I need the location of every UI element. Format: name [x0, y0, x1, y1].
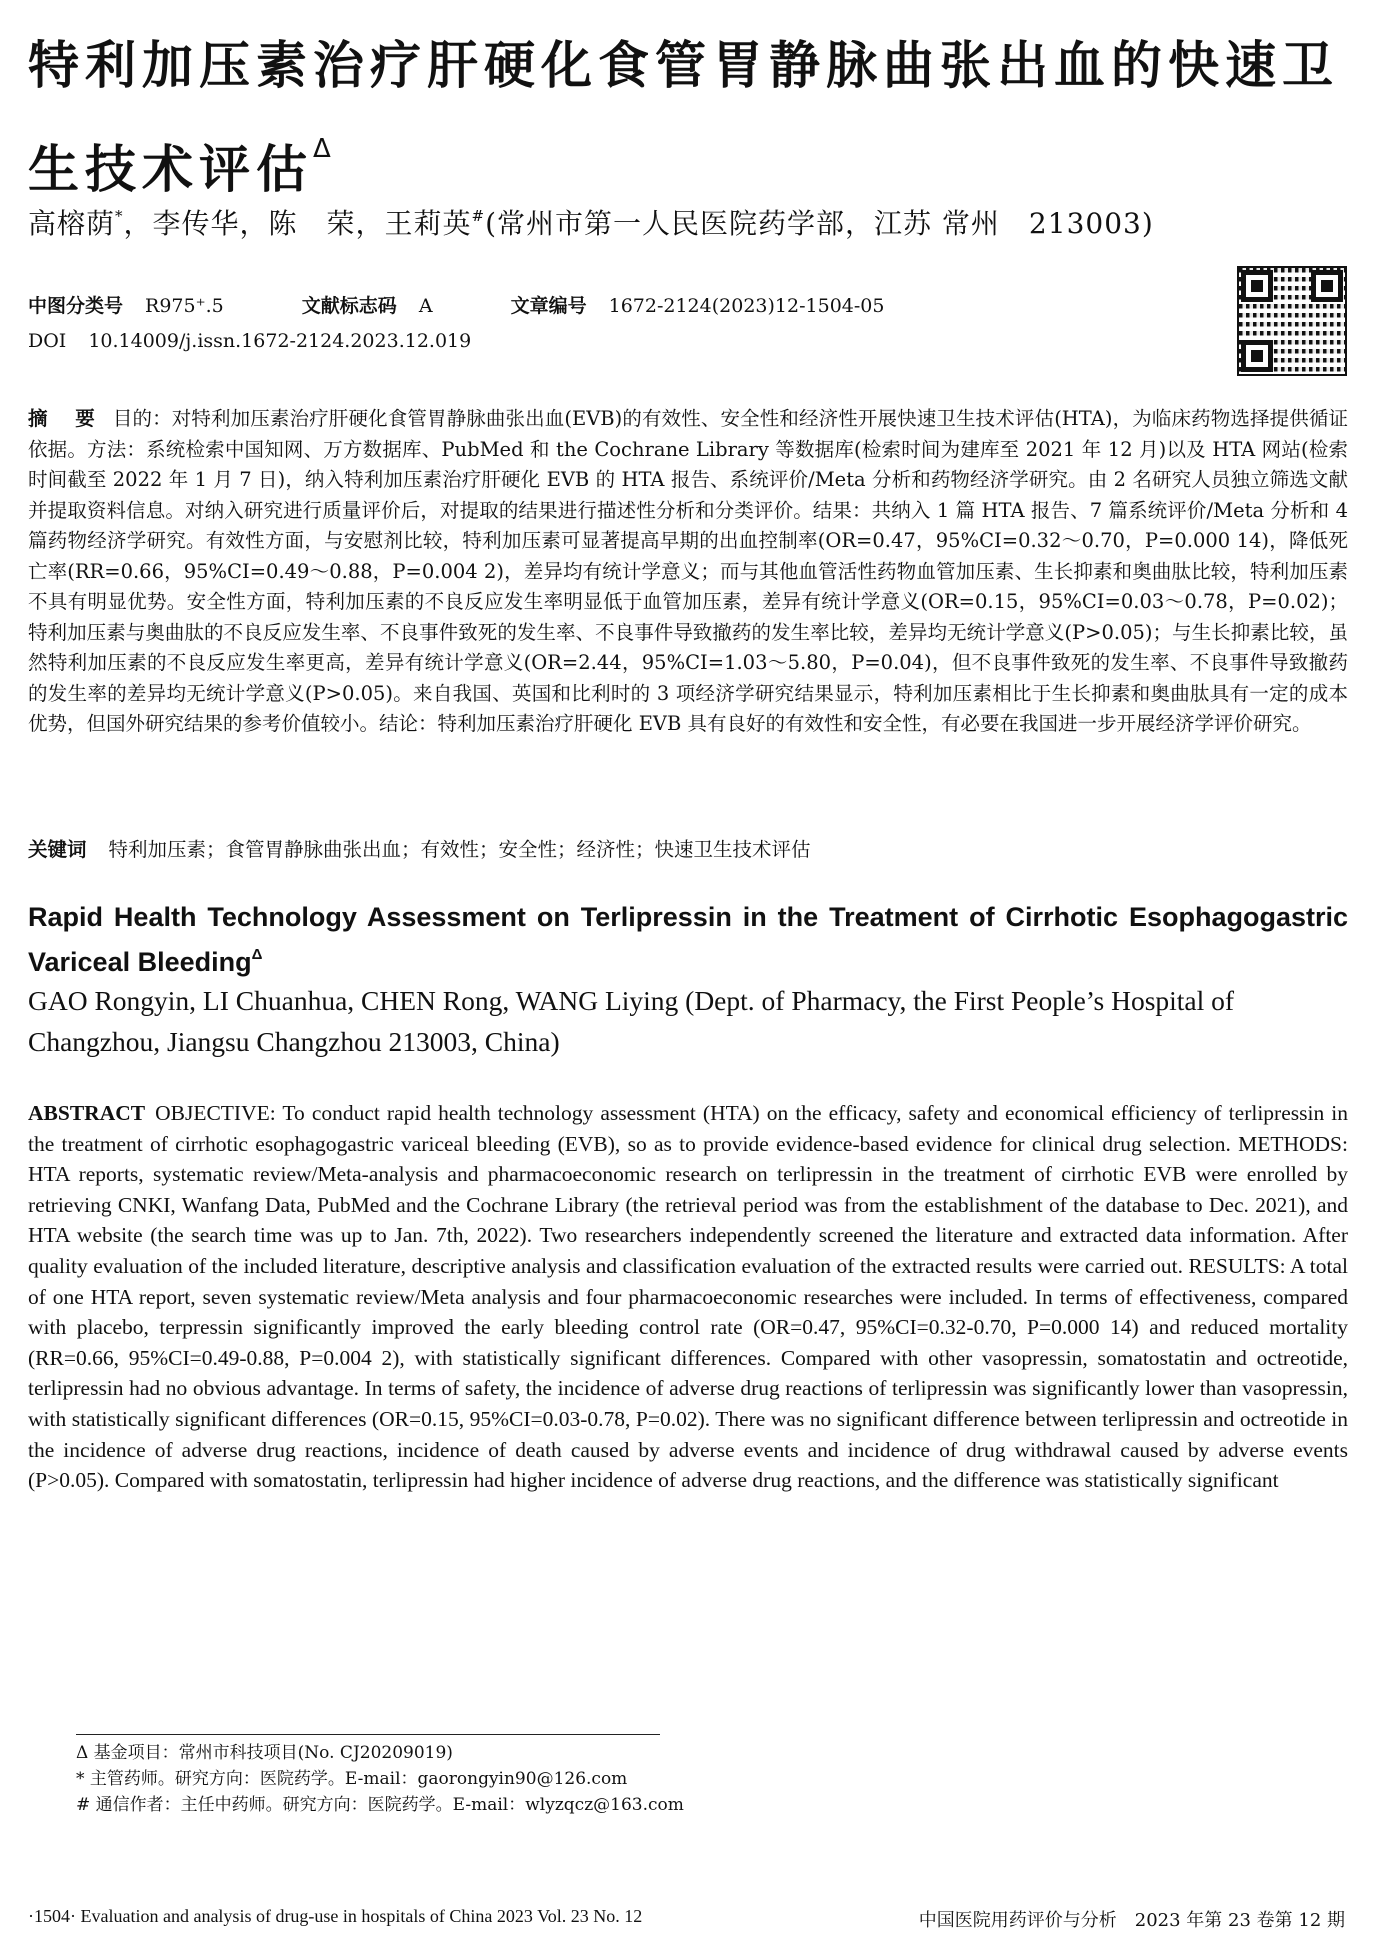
article-no-label: 文章编号 [510, 295, 587, 317]
keywords-cn-label: 关键词 [28, 838, 87, 861]
title-cn-fund-mark: Δ [313, 134, 331, 164]
page-footer-right: 中国医院用药评价与分析 2023 年第 23 卷第 12 期 [918, 1910, 1345, 1931]
abstract-cn [28, 404, 1348, 740]
footnote-fund: Δ 基金项目：常州市科技项目(No. CJ20209019) [76, 1743, 453, 1763]
doi-value: 10.14009/j.issn.1672-2124.2023.12.019 [88, 330, 472, 352]
footnote-corresponding-author: # 通信作者：主任中药师。研究方向：医院药学。E-mail：wlyzqcz@163.com [76, 1795, 684, 1815]
author-first-mark: * [115, 207, 124, 225]
page-footer-left: ·1504· Evaluation and analysis of drug-use in hospitals of China 2023 Vol. 23 No. 12 [28, 1906, 643, 1926]
qr-code [1237, 266, 1347, 376]
article-title-cn [28, 26, 1348, 212]
authors-rest: ，李传华，陈 荣，王莉英 [123, 207, 472, 240]
authors-en: GAO Rongyin, LI Chuanhua, CHEN Rong, WANG Liying (Dept. of Pharmacy, the First People’s Hospital of Changzhou, Jiangsu Changzhou 213003, China) [28, 985, 1235, 1057]
affiliation-cn: (常州市第一人民医院药学部，江苏 常州 213003) [485, 207, 1154, 240]
keywords-cn-text: 特利加压素；食管胃静脉曲张出血；有效性；安全性；经济性；快速卫生技术评估 [108, 838, 811, 861]
abstract-cn-text: 目的：对特利加压素治疗肝硬化食管胃静脉曲张出血(EVB)的有效性、安全性和经济性开展快速卫生技术评估(HTA)，为临床药物选择提供循证依据。方法：系统检索中国知网、万方数据库、PubMed 和 the Cochrane Library 等数据库(检索时间为建库至 2021 年 12 月)以及 HTA 网站(检索时间截至 2022 年 1 月 7 日)，纳入特利加压素治疗肝硬化 EVB 的 HTA 报告、系统评价/Meta 分析和药物经济学研究。由 2 名研究人员独立筛选文献并提取资料信息。对纳入研究进行质量评价后，对提取的结果进行描述性分析和分类评价。结果：共纳入 1 篇 HTA 报告、7 篇系统评价/Meta 分析和 4 篇药物经济学研究。有效性方面，与安慰剂比较，特利加压素可显著提高早期的出血控制率(OR=0.47，95%CI=0.32～0.70，P=0.000 14)，降低死亡率(RR=0.66，95%CI=0.49～0.88，P=0.004 2)，差异均有统计学意义；而与其他血管活性药物血管加压素、生长抑素和奥曲肽比较，特利加压素不具有明显优势。安全性方面，特利加压素的不良反应发生率明显低于血管加压素，差异有统计学意义(OR=0.15，95%CI=0.03～0.78，P=0.02)；特利加压素与奥曲肽的不良反应发生率、不良事件致死的发生率、不良事件导致撤药的发生率比较，差异均无统计学意义(P>0.05)；与生长抑素比较，虽然特利加压素的不良反应发生率更高，差异有统计学意义(OR=2.44，95%CI=1.03～5.80，P=0.04)，但不良事件致死的发生率、不良事件导致撤药的发生率的差异均无统计学意义(P>0.05)。来自我国、英国和比利时的 3 项经济学研究结果显示，特利加压素相比于生长抑素和奥曲肽具有一定的成本优势，但国外研究结果的参考价值较小。结论：特利加压素治疗肝硬化 EVB 具有良好的有效性和安全性，有必要在我国进一步开展经济学评价研究。 [28, 407, 1348, 735]
doc-code-value: A [418, 295, 433, 317]
article-no-value: 1672-2124(2023)12-1504-05 [608, 295, 885, 317]
abstract-en-text: OBJECTIVE: To conduct rapid health technology assessment (HTA) on the efficacy, safety and economical efficiency of terlipressin in the treatment of cirrhotic esophagogastric variceal bleeding (EVB), so as to provide evidence-based evidence for clinical drug selection. METHODS: HTA reports, systematic review/Meta-analysis and pharmacoeconomic research on terlipressin in the treatment of cirrhotic EVB were enrolled by retrieving CNKI, Wanfang Data, PubMed and the Cochrane Library (the retrieval period was from the establishment of the database to Dec. 2021), and HTA website (the search time was up to Jan. 7th, 2022). Two researchers independently screened the literature and extracted data information. After quality evaluation of the included literature, descriptive analysis and classification evaluation of the extracted results were carried out. RESULTS: A total of one HTA report, seven systematic review/Meta analysis and four pharmacoeconomic researches were included. In terms of effectiveness, compared with placebo, terpressin significantly improved the early bleeding control rate (OR=0.47, 95%CI=0.32-0.70, P=0.000 14) and reduced mortality (RR=0.66, 95%CI=0.49-0.88, P=0.004 2), with statistically significant differences. Compared with other vasopressin, somatostatin and octreotide, terlipressin had no obvious advantage. In terms of safety, the incidence of adverse drug reactions of terlipressin was significantly lower than vasopressin, with statistically significant differences (OR=0.15, 95%CI=0.03-0.78, P=0.02). There was no significant difference between terlipressin and octreotide in the incidence of adverse drug reactions, incidence of death caused by adverse events and incidence of drug withdrawal caused by adverse events (P>0.05). Compared with somatostatin, terlipressin had higher incidence of adverse drug reactions, and the difference was statistically significant [28, 1101, 1348, 1493]
footnote-first-author: * 主管药师。研究方向：医院药学。E-mail：gaorongyin90@126.com [76, 1769, 628, 1789]
title-cn-text: 特利加压素治疗肝硬化食管胃静脉曲张出血的快速卫生技术评估 [28, 37, 1340, 200]
abstract-en [28, 1098, 1348, 1496]
corresponding-author-mark: # [471, 207, 486, 225]
footnote-divider [76, 1734, 660, 1735]
article-meta-line [28, 291, 884, 318]
authors-cn [28, 202, 1154, 242]
author-first: 高榕荫 [28, 207, 116, 240]
title-en-text: Rapid Health Technology Assessment on Terlipressin in the Treatment of Cirrhotic Esophagogastric Variceal Bleeding [28, 902, 1348, 977]
abstract-en-label: ABSTRACT [28, 1101, 146, 1125]
abstract-cn-label: 摘 要 [28, 407, 99, 430]
article-title-en [28, 898, 1348, 981]
title-en-fund-mark: Δ [251, 946, 263, 963]
doc-code-label: 文献标志码 [301, 295, 397, 317]
clc-label: 中图分类号 [28, 295, 124, 317]
doi-label: DOI [28, 330, 67, 352]
keywords-cn [28, 834, 811, 862]
doi-line [28, 330, 471, 352]
clc-value: R975⁺.5 [145, 295, 224, 317]
